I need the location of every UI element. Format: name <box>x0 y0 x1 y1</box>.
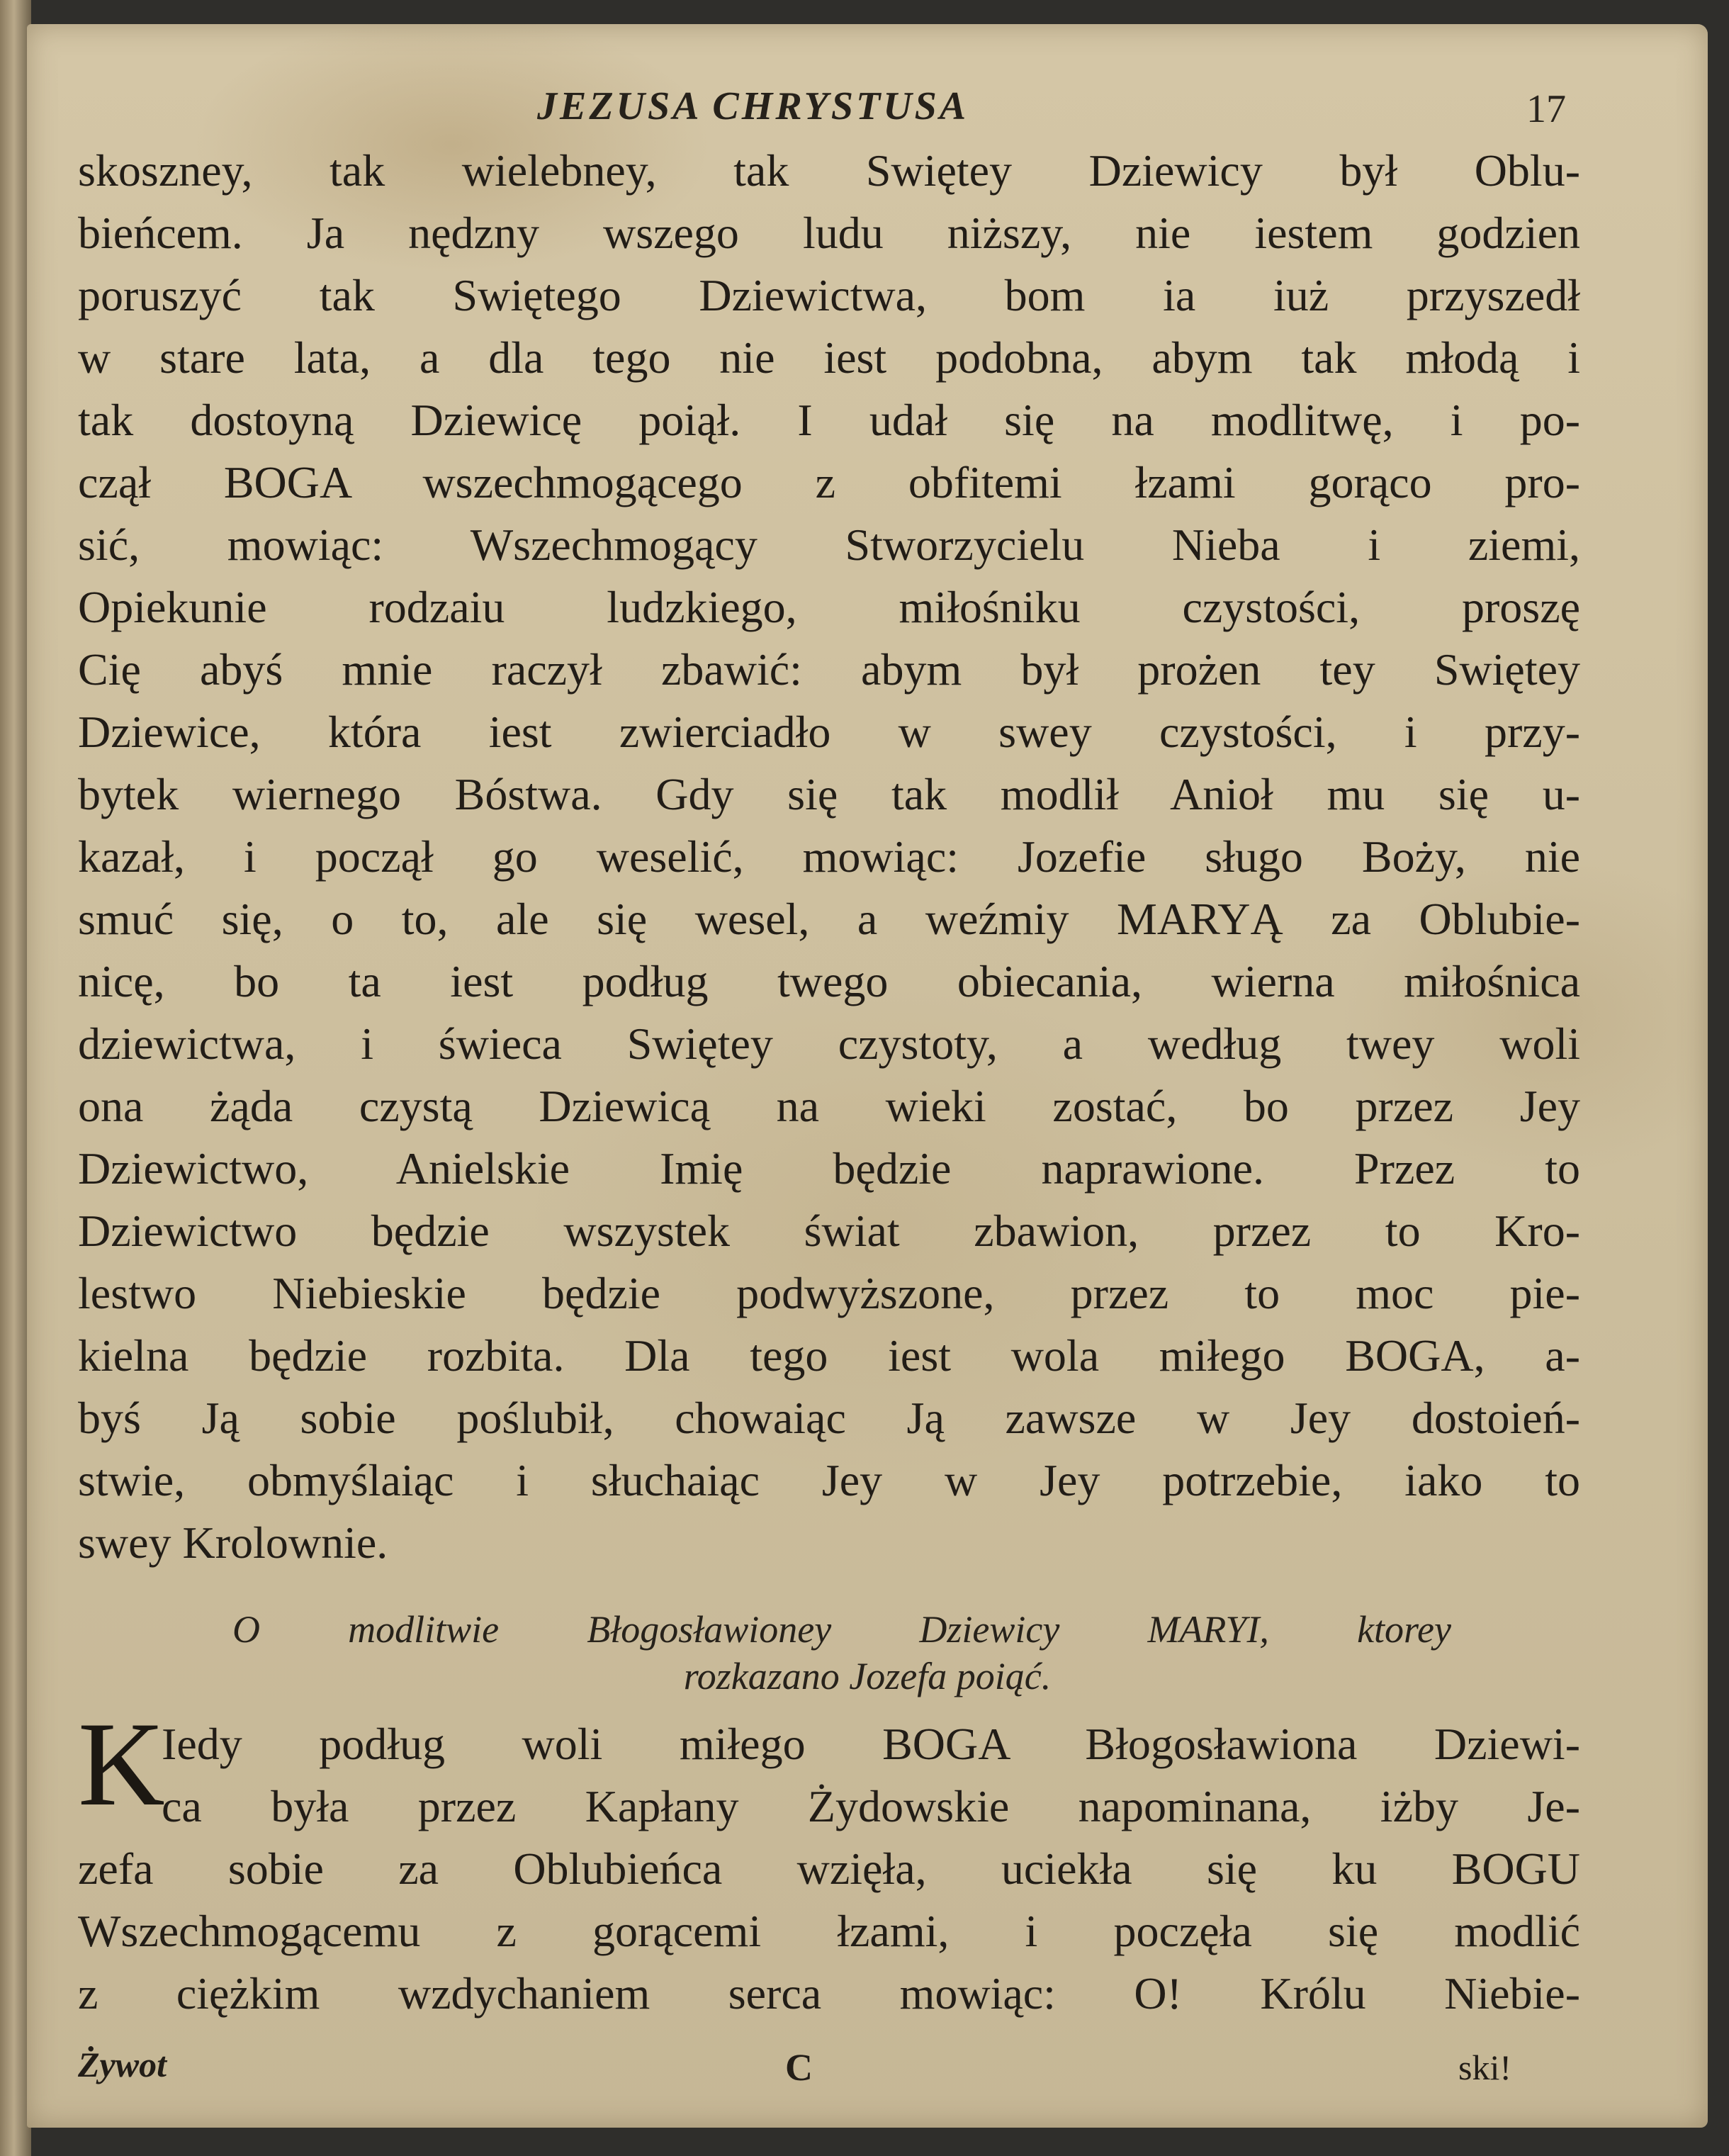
text-line: Dziewice, która iest zwierciadło w swey czystości, i przy- <box>78 707 1580 757</box>
signature-mark: C <box>785 2046 813 2089</box>
text-line: poruszyć tak Swiętego Dziewictwa, bom ia iuż przyszedł <box>78 270 1580 320</box>
text-line: tak dostoyną Dziewicę poiął. I udał się na modlitwę, i po- <box>78 395 1580 445</box>
text-line: skoszney, tak wielebney, tak Swiętey Dziewicy był Oblu- <box>78 145 1580 196</box>
text-line: Cię abyś mnie raczył zbawić: abym był prożen tey Swiętey <box>78 644 1580 695</box>
text-line: z ciężkim wzdychaniem serca mowiąc: O! Królu Niebie- <box>78 1968 1580 2019</box>
text-line: Wszechmogącemu z gorącemi łzami, i poczęła się modlić <box>78 1906 1580 1956</box>
section-heading-continued: rozkazano Jozefa poiąć. <box>683 1655 1052 1697</box>
text-line: bytek wiernego Bóstwa. Gdy się tak modlił Anioł mu się u- <box>78 769 1580 819</box>
text-line: byś Ją sobie poślubił, chowaiąc Ją zawsze w Jey dostoień- <box>78 1393 1580 1443</box>
text-line: czął BOGA wszechmogącego z obfitemi łzami gorąco pro- <box>78 457 1580 507</box>
text-line: lestwo Niebieskie będzie podwyższone, przez to moc pie- <box>78 1268 1580 1318</box>
text-line: stwie, obmyślaiąc i słuchaiąc Jey w Jey potrzebie, iako to <box>78 1455 1580 1505</box>
text-line: Iedy podług woli miłego BOGA Błogosławiona Dziewi- <box>162 1719 1580 1769</box>
text-line: ona żąda czystą Dziewicą na wieki zostać, bo przez Jey <box>78 1081 1580 1131</box>
text-line: sić, mowiąc: Wszechmogący Stworzycielu Nieba i ziemi, <box>78 520 1580 570</box>
text-line: smuć się, o to, ale się wesel, a weźmiy MARYĄ za Oblubie- <box>78 894 1580 944</box>
text-line: Dziewictwo, Anielskie Imię będzie naprawione. Przez to <box>78 1143 1580 1194</box>
drop-cap-initial: K <box>78 1697 165 1831</box>
text-line: dziewictwa, i świeca Swiętey czystoty, a według twey woli <box>78 1018 1580 1069</box>
catchword-right: ski! <box>1458 2048 1511 2087</box>
text-line: bieńcem. Ja nędzny wszego ludu niższy, nie iestem godzien <box>78 208 1580 258</box>
text-line: zefa sobie za Oblubieńca wzięła, uciekła się ku BOGU <box>78 1843 1580 1894</box>
text-line: kielna będzie rozbita. Dla tego iest wola miłego BOGA, a- <box>78 1330 1580 1381</box>
text-line: ca była przez Kapłany Żydowskie napominana, iżby Je- <box>162 1781 1580 1831</box>
running-title: JEZUSA CHRYSTUSA <box>537 84 969 128</box>
text-line: w stare lata, a dla tego nie iest podobna, abym tak młodą i <box>78 332 1580 383</box>
section-heading: O modlitwie Błogosławioney Dziewicy MARYI, ktorey <box>232 1608 1451 1651</box>
catchword-left: Żywot <box>78 2045 167 2084</box>
book-page <box>27 24 1708 2128</box>
text-line: nicę, bo ta iest podług twego obiecania, wierna miłośnica <box>78 956 1580 1006</box>
page-number: 17 <box>1526 87 1566 131</box>
text-line-last: swey Krolownie. <box>78 1517 388 1568</box>
text-line: Dziewictwo będzie wszystek świat zbawion, przez to Kro- <box>78 1206 1580 1256</box>
text-line: Opiekunie rodzaiu ludzkiego, miłośniku czystości, proszę <box>78 582 1580 632</box>
text-line: kazał, i począł go weselić, mowiąc: Jozefie sługo Boży, nie <box>78 831 1580 882</box>
